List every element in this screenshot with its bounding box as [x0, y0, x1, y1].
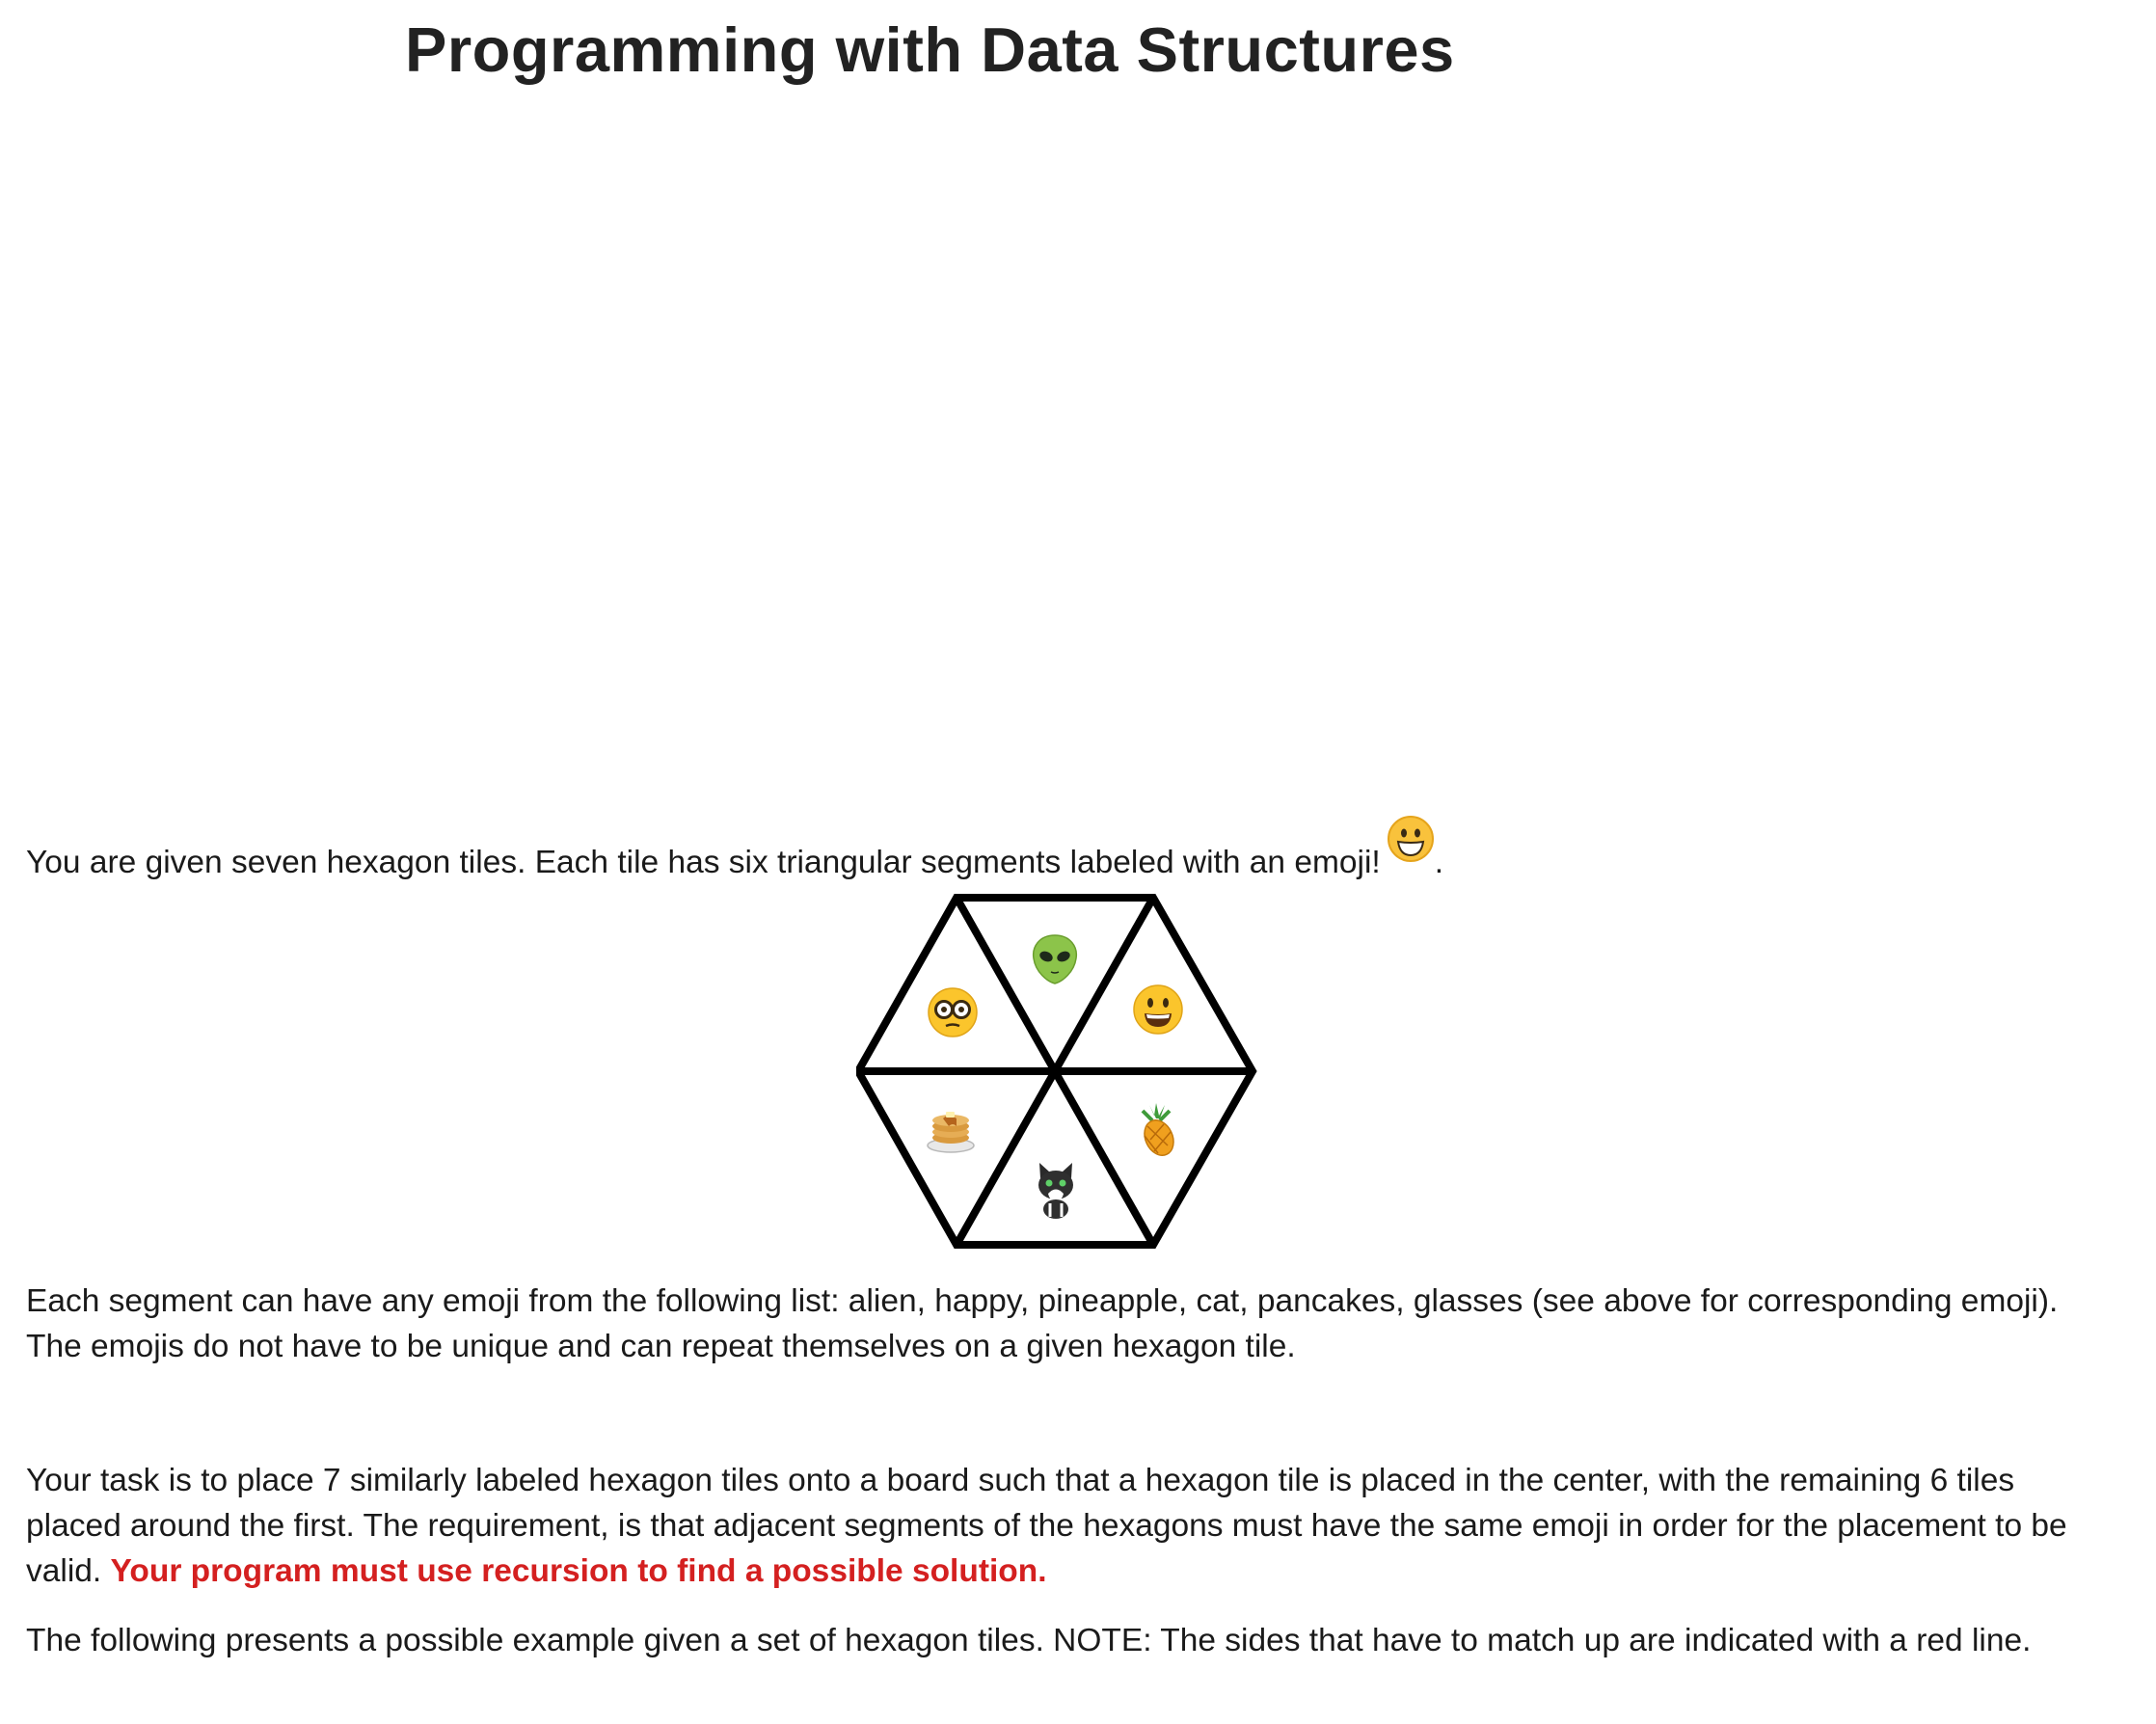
glasses-face-icon: [929, 988, 977, 1037]
emoji-list-paragraph: Each segment can have any emoji from the following list: alien, happy, pineapple, cat, pancakes, glasses (see above for corresponding emoji). The emojis do not have to be unique and can repeat themselves on a given hexagon tile.: [26, 1283, 2059, 1364]
intro-paragraph: [26, 824, 2099, 885]
intro-trailing: .: [1434, 845, 1444, 880]
hexagon-tile-figure: [856, 892, 1261, 1249]
cat-icon: [1038, 1163, 1073, 1219]
task-paragraph: [26, 1458, 2099, 1594]
recursion-requirement: Your program must use recursion to find a possible solution.: [110, 1553, 1047, 1589]
intro-text: You are given seven hexagon tiles. Each tile has six triangular segments labeled with an emoji!: [26, 845, 1381, 880]
happy-face-icon: [1134, 985, 1182, 1034]
pancakes-icon: [928, 1112, 974, 1152]
grinning-face-icon: [1387, 815, 1435, 863]
task-text: Your task is to place 7 similarly labeled hexagon tiles onto a board such that a hexagon tile is placed in the center, with the remaining 6 tiles placed around the first. The requirement, is that adjacent segments of the hexagons must have the same emoji in order for the placement to be valid.: [26, 1463, 2067, 1589]
example-paragraph: The following presents a possible example given a set of hexagon tiles. NOTE: The sides that have to match up are indicated with a red line.: [26, 1623, 2032, 1658]
page-title: Programming with Data Structures: [405, 14, 1455, 85]
